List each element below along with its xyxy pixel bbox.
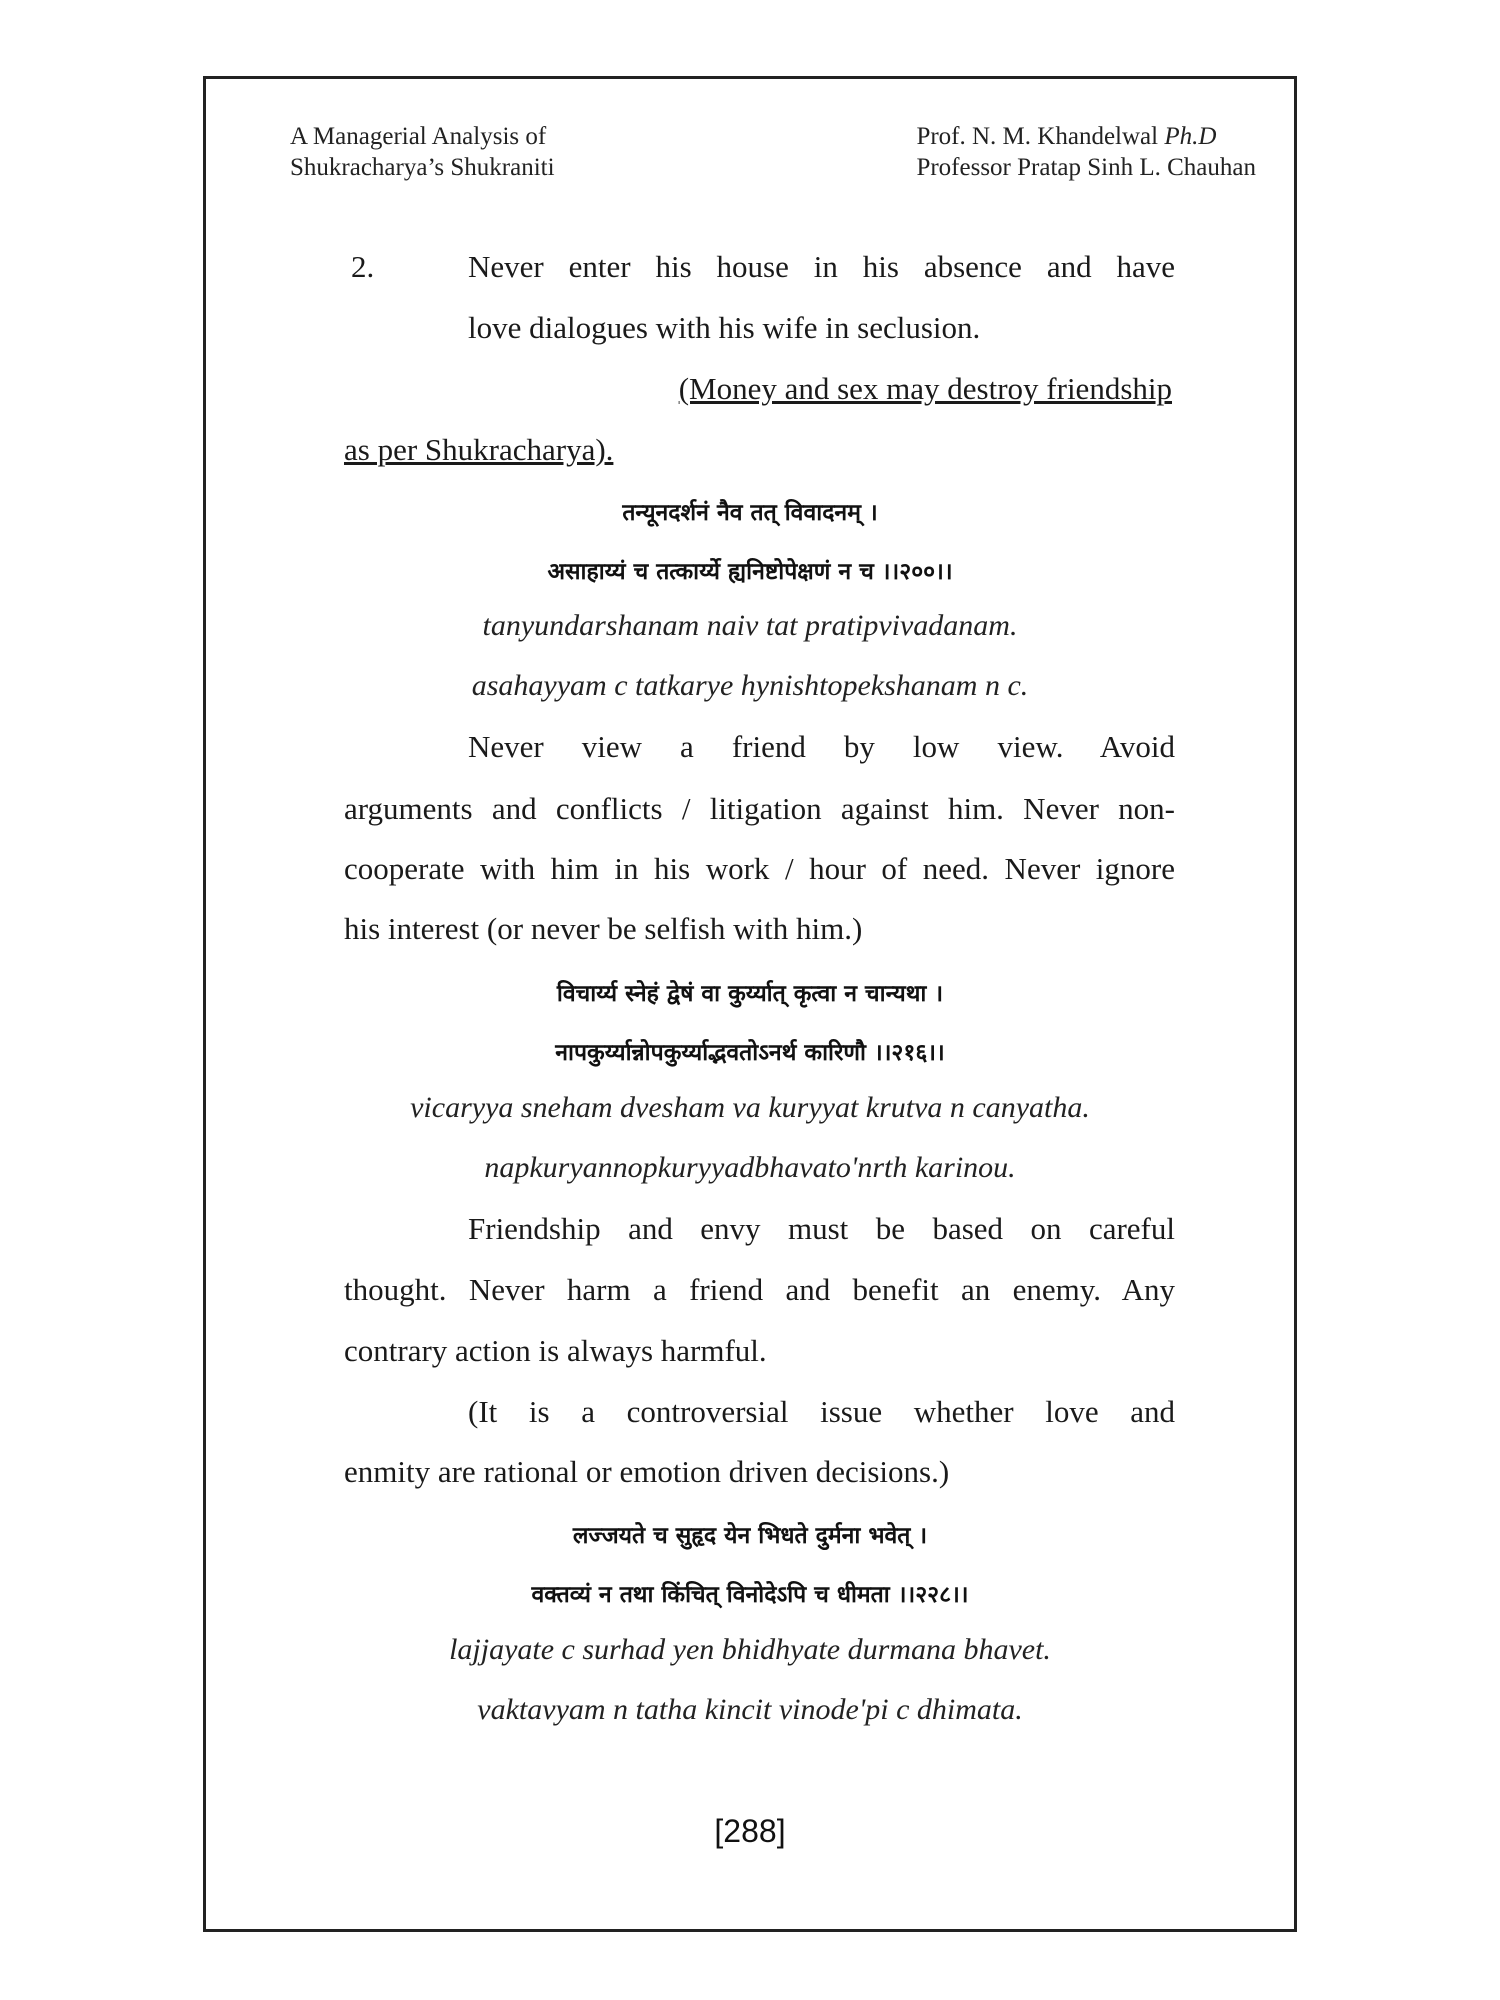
item2-line1-text: Never enter his house in his absence and have bbox=[468, 249, 1175, 284]
item2-note-line1: (Money and sex may destroy friendship bbox=[678, 371, 1172, 406]
item-number: 2. bbox=[351, 249, 375, 284]
verse1-translit-line2: asahayyam c tatkarye hynishtopekshanam n c. bbox=[471, 669, 1029, 702]
header-author-name: Prof. N. M. Khandelwal bbox=[916, 123, 1165, 150]
verse1-sanskrit-line1: तन्यूनदर्शनं नैव तत् विवादनम् । bbox=[622, 500, 878, 526]
verse3-translit-line2: vaktavyam n tatha kincit vinode'pi c dhimata. bbox=[477, 1693, 1023, 1726]
page-number: [288] bbox=[714, 1813, 786, 1849]
para3-line2: enmity are rational or emotion driven decisions.) bbox=[344, 1454, 950, 1489]
verse2-sanskrit-line2: नापकुर्य्यान्नोपकुर्य्याद्भवतोऽनर्थ कारिणौ ।।२१६।। bbox=[555, 1040, 945, 1066]
item2-line2: love dialogues with his wife in seclusion. bbox=[468, 310, 981, 345]
para1-line4: his interest (or never be selfish with him.) bbox=[344, 911, 863, 946]
header-author-line2: Professor Pratap Sinh L. Chauhan bbox=[916, 154, 1256, 181]
header-left bbox=[290, 121, 555, 183]
header-title-line1: A Managerial Analysis of bbox=[290, 123, 547, 150]
para1-line2: arguments and conflicts / litigation against him. Never non- bbox=[344, 791, 1175, 826]
page-frame bbox=[203, 76, 1297, 1932]
header-author-degree: Ph.D bbox=[1164, 123, 1217, 150]
para1-line1: Never view a friend by low view. Avoid bbox=[468, 729, 1175, 764]
verse1-sanskrit-line2: असाहाय्यं च तत्कार्य्ये ह्यनिष्टोपेक्षणं न च ।।२००।। bbox=[547, 559, 953, 585]
verse2-translit-line2: napkuryannopkuryyadbhavato'nrth karinou. bbox=[484, 1151, 1016, 1184]
verse3-sanskrit-line2: वक्तव्यं न तथा किंचित् विनोदेऽपि च धीमता ।।२२८।। bbox=[531, 1582, 969, 1608]
item2-note-line2: as per Shukracharya). bbox=[344, 432, 614, 467]
header-right bbox=[916, 121, 1256, 183]
verse1-translit-line1: tanyundarshanam naiv tat pratipvivadanam. bbox=[482, 609, 1018, 642]
para2-line1: Friendship and envy must be based on careful bbox=[468, 1211, 1175, 1246]
item2-line1 bbox=[468, 249, 1175, 285]
verse2-sanskrit-line1: विचार्य्य स्नेहं द्वेषं वा कुर्य्यात् कृत्वा न चान्यथा । bbox=[556, 981, 944, 1007]
para2-line2: thought. Never harm a friend and benefit an enemy. Any bbox=[344, 1272, 1175, 1307]
para1-line3: cooperate with him in his work / hour of need. Never ignore bbox=[344, 851, 1175, 886]
verse2-translit-line1: vicaryya sneham dvesham va kuryyat krutva n canyatha. bbox=[410, 1091, 1090, 1124]
header-author-line1 bbox=[916, 121, 1256, 152]
verse3-translit-line1: lajjayate c surhad yen bhidhyate durmana bhavet. bbox=[449, 1633, 1051, 1666]
para2-line3: contrary action is always harmful. bbox=[344, 1333, 767, 1368]
para3-line1: (It is a controversial issue whether love and bbox=[468, 1394, 1175, 1429]
header-title-line2: Shukracharya’s Shukraniti bbox=[290, 154, 555, 181]
verse3-sanskrit-line1: लज्जयते च सुहृद येन भिधते दुर्मना भवेत् । bbox=[572, 1523, 928, 1549]
